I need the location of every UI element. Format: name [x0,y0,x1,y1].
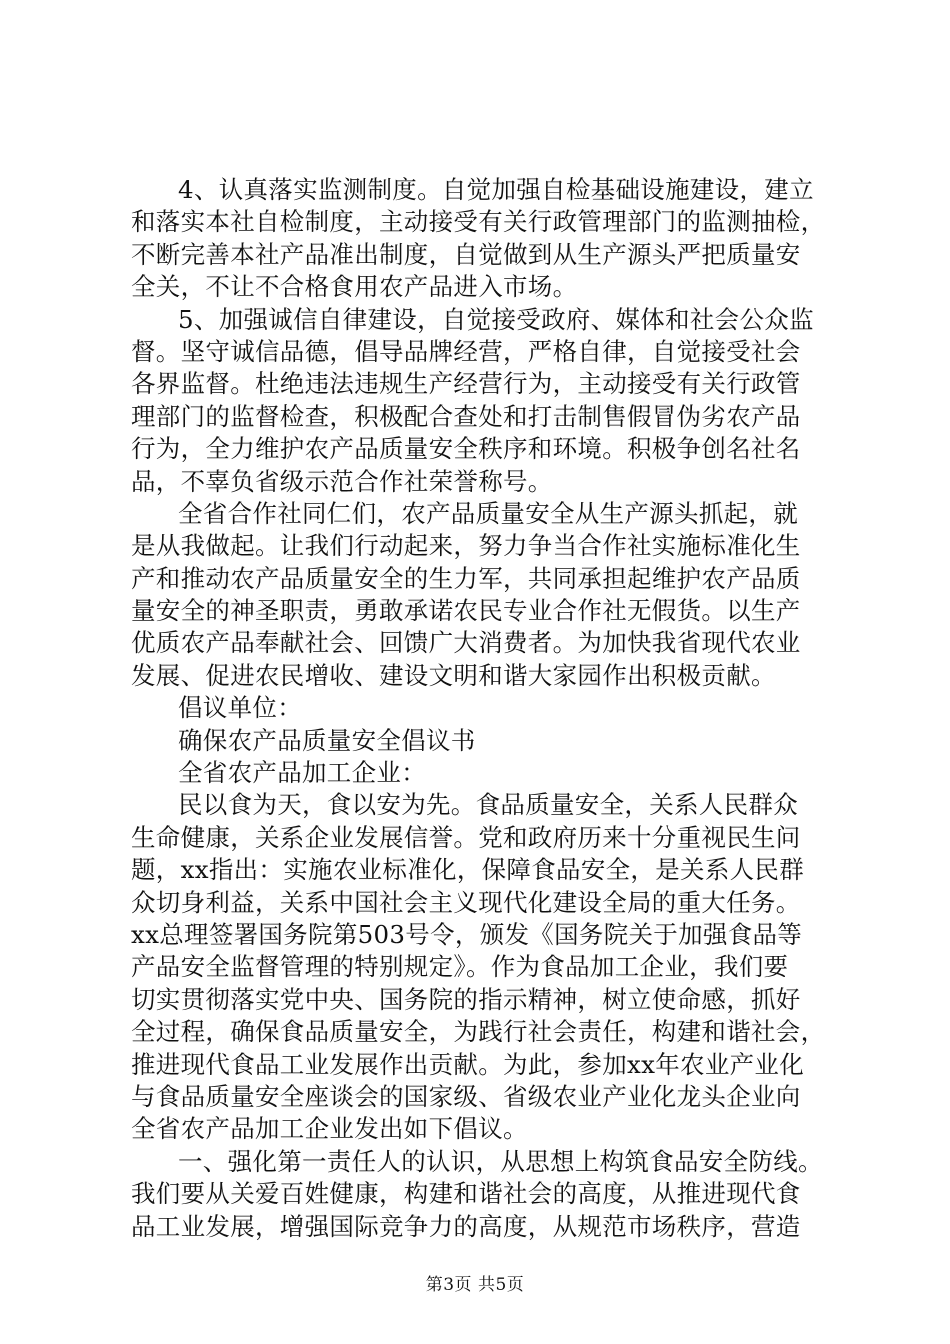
paragraph-line: xx总理签署国务院第503号令，颁发《国务院关于加强食品等 [131,919,803,949]
paragraph-line: 4、认真落实监测制度。自觉加强自检基础设施建设，建立 [178,175,814,204]
paragraph-line: 推进现代食品工业发展作出贡献。为此，参加xx年农业产业化 [131,1049,805,1079]
paragraph-line: 全省合作社同仁们，农产品质量安全从生产源头抓起，就 [178,498,798,528]
paragraph-line: 切实贯彻落实党中央、国务院的指示精神，树立使命感，抓好 [131,984,801,1014]
paragraph-line: 产和推动农产品质量安全的生力军，共同承担起维护农产品质 [131,563,801,593]
paragraph-line: 民以食为天，食以安为先。食品质量安全，关系人民群众 [178,790,798,820]
paragraph-line: 量安全的神圣职责，勇敢承诺农民专业合作社无假货。以生产 [131,596,801,626]
paragraph-line: 题，xx指出：实施农业标准化，保障食品安全，是关系人民群 [131,855,805,885]
paragraph-line: 与食品质量安全座谈会的国家级、省级农业产业化龙头企业向 [131,1081,801,1111]
paragraph-line: 产品安全监督管理的特别规定》。作为食品加工企业，我们要 [131,952,789,982]
page-footer: 第3页 共5页 [425,1275,525,1295]
paragraph-line: 和落实本社自检制度，主动接受有关行政管理部门的监测抽检， [131,207,826,237]
paragraph-line: 一、强化第一责任人的认识，从思想上构筑食品安全防线。 [178,1146,823,1176]
paragraph-line: 理部门的监督检查，积极配合查处和打击制售假冒伪劣农产品 [131,401,801,431]
paragraph-line: 行为，全力维护农产品质量安全秩序和环境。积极争创名社名 [131,434,801,464]
paragraph-line: 品工业发展，增强国际竞争力的高度，从规范市场秩序，营造 [131,1211,801,1241]
document-body [131,174,841,1243]
paragraph-line: 全省农产品加工企业发出如下倡议。 [131,1114,528,1144]
paragraph-line: 我们要从关爱百姓健康，构建和谐社会的高度，从推进现代食 [131,1179,801,1209]
paragraph-line: 不断完善本社产品准出制度，自觉做到从生产源头严把质量安 [131,239,801,269]
paragraph-line: 生命健康，关系企业发展信誉。党和政府历来十分重视民生问 [131,822,801,852]
paragraph-line: 品，不辜负省级示范合作社荣誉称号。 [131,466,553,496]
paragraph-line: 各界监督。杜绝违法违规生产经营行为，主动接受有关行政管 [131,369,801,399]
paragraph-line: 督。坚守诚信品德，倡导品牌经营，严格自律，自觉接受社会 [131,336,801,366]
paragraph-line: 全过程，确保食品质量安全，为践行社会责任，构建和谐社会， [131,1017,826,1047]
paragraph-line: 优质农产品奉献社会、回馈广大消费者。为加快我省现代农业 [131,628,801,658]
paragraph-line: 是从我做起。让我们行动起来，努力争当合作社实施标准化生 [131,531,801,561]
signature-label: 倡议单位： [178,693,302,723]
paragraph-line: 全关，不让不合格食用农产品进入市场。 [131,272,578,302]
salutation: 全省农产品加工企业： [178,758,426,788]
section-title: 确保农产品质量安全倡议书 [178,725,476,755]
paragraph-line: 5、加强诚信自律建设，自觉接受政府、媒体和社会公众监 [178,304,814,334]
paragraph-line: 发展、促进农民增收、建设文明和谐大家园作出积极贡献。 [131,660,776,690]
paragraph-line: 众切身利益，关系中国社会主义现代化建设全局的重大任务。 [131,887,801,917]
